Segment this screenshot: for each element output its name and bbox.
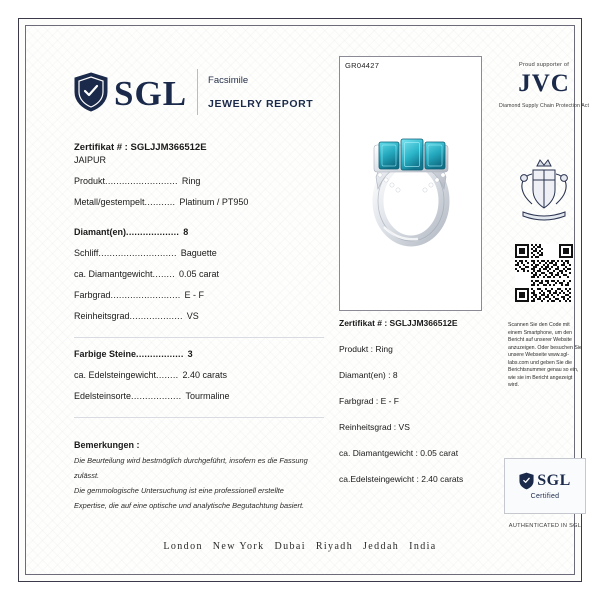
- shield-icon: [519, 472, 534, 490]
- field-edelsteinsorte: [74, 391, 324, 401]
- footer-city: Dubai: [274, 541, 306, 552]
- field-dots: ...........: [144, 197, 176, 207]
- field-dots: ........: [156, 370, 179, 380]
- certificate-inner-border: [25, 25, 589, 575]
- field-value: Ring: [181, 176, 201, 186]
- jewelry-photo-box: [339, 56, 482, 311]
- field-value: Baguette: [180, 248, 217, 258]
- issuing-city: JAIPUR: [74, 155, 107, 165]
- field-value: 0.05 carat: [178, 269, 219, 279]
- field-dots: ........: [152, 269, 175, 279]
- summary-diamantgewicht: ca. Diamantgewicht : 0.05 carat: [339, 448, 459, 458]
- qr-code[interactable]: [515, 244, 573, 302]
- summary-farbgrad: Farbgrad : E - F: [339, 396, 399, 406]
- footer-city: India: [409, 541, 437, 552]
- field-key: Schliff: [74, 248, 99, 258]
- field-key: ca. Diamantgewicht: [74, 269, 153, 279]
- heraldic-crest-icon: [513, 154, 575, 226]
- field-dots: .................: [136, 349, 184, 359]
- sgl-certified-badge: [504, 458, 586, 514]
- qr-instructions: Scannen Sie den Code mit einem Smartphone, um den Bericht auf unserer Website anzuzeigen. Oder besuchen Sie unsere Webseite www.sgl-labs.com und geben Sie die Berichtsnummer genau so ein, wie sie im Bericht angezeigt wird.: [508, 322, 582, 389]
- footer-city: London: [163, 541, 203, 552]
- summary-edelsteingewicht: ca.Edelsteingewicht : 2.40 carats: [339, 474, 464, 484]
- footer-cities: [26, 541, 574, 552]
- certificate-label: Zertifikat # :: [74, 142, 128, 153]
- section-divider: [74, 337, 324, 338]
- jvc-wordmark: JVC: [518, 70, 570, 97]
- report-type-label: JEWELRY REPORT: [208, 97, 314, 110]
- photo-image-id: GR04427: [345, 61, 380, 70]
- field-metall: [74, 197, 324, 207]
- field-dots: ..................: [131, 391, 182, 401]
- summary-diamanten: Diamant(en) : 8: [339, 370, 398, 380]
- badge-wordmark: SGL: [537, 472, 571, 489]
- certificate-number-line: [74, 142, 324, 153]
- authenticated-label: AUTHENTICATED IN SGL: [508, 523, 582, 529]
- ring-photo: [340, 115, 481, 265]
- field-dots: ...................: [126, 227, 180, 237]
- field-key: Reinheitsgrad: [74, 311, 130, 321]
- field-value: Platinum / PT950: [179, 197, 249, 207]
- section-divider-2: [74, 417, 324, 418]
- field-value: 3: [187, 349, 193, 359]
- jvc-supporter-block: [496, 62, 592, 109]
- certificate-outer-border: [18, 18, 589, 582]
- field-produkt: [74, 176, 324, 186]
- field-diamanten: [74, 227, 324, 237]
- field-key: Farbige Steine: [74, 349, 137, 359]
- facsimile-label: Facsimile: [208, 74, 249, 86]
- remarks-line: zulässt.: [74, 470, 100, 480]
- field-key: Edelsteinsorte: [74, 391, 132, 401]
- field-value: 2.40 carats: [182, 370, 227, 380]
- remarks-section: [74, 440, 324, 511]
- field-value: VS: [186, 311, 199, 321]
- footer-city: New York: [212, 541, 265, 552]
- footer-city: Jeddah: [363, 541, 400, 552]
- summary-certificate-number: Zertifikat # : SGLJJM366512E: [339, 318, 458, 328]
- footer-city: Riyadh: [315, 541, 354, 552]
- certificate-number: SGLJJM366512E: [130, 142, 207, 153]
- field-value: E - F: [184, 290, 205, 300]
- shield-icon: [74, 72, 108, 112]
- field-value: 8: [183, 227, 189, 237]
- left-column: [74, 60, 324, 516]
- remarks-title: Bemerkungen :: [74, 440, 140, 450]
- badge-row: [519, 472, 571, 490]
- field-schliff: [74, 248, 324, 258]
- remarks-line: Die Beurteilung wird bestmöglich durchgeführt, insofern es die Fassung: [74, 456, 308, 465]
- field-value: Tourmaline: [185, 391, 230, 401]
- summary-list: [339, 318, 489, 500]
- brand-wordmark: SGL: [114, 73, 188, 113]
- field-dots: ...................: [129, 311, 183, 321]
- remarks-line: Expertise, die auf eine optische und analytische Begutachtung basiert.: [74, 500, 305, 510]
- summary-reinheitsgrad: Reinheitsgrad : VS: [339, 422, 410, 432]
- report-header: [74, 60, 324, 124]
- field-dots: ..........................: [105, 176, 178, 186]
- field-dots: ............................: [98, 248, 177, 258]
- report-header-text: [197, 69, 313, 115]
- field-key: ca. Edelsteingewicht: [74, 370, 157, 380]
- jvc-proud-label: Proud supporter of: [519, 62, 569, 68]
- field-farbige-steine: [74, 349, 324, 359]
- field-dots: .........................: [110, 290, 181, 300]
- remarks-line: Die gemmologische Untersuchung ist eine professionell erstellte: [74, 485, 284, 495]
- field-key: Produkt: [74, 176, 106, 186]
- field-key: Farbgrad: [74, 290, 111, 300]
- field-key: Diamant(en): [74, 227, 127, 237]
- field-edelsteingewicht: [74, 370, 324, 380]
- field-key: Metall/gestempelt: [74, 197, 145, 207]
- badge-certified-label: Certified: [530, 493, 560, 500]
- field-diamantgewicht: [74, 269, 324, 279]
- jvc-subtitle: Diamond Supply Chain Protection Act: [498, 102, 589, 109]
- field-farbgrad: [74, 290, 324, 300]
- field-reinheitsgrad: [74, 311, 324, 321]
- summary-produkt: Produkt : Ring: [339, 344, 393, 354]
